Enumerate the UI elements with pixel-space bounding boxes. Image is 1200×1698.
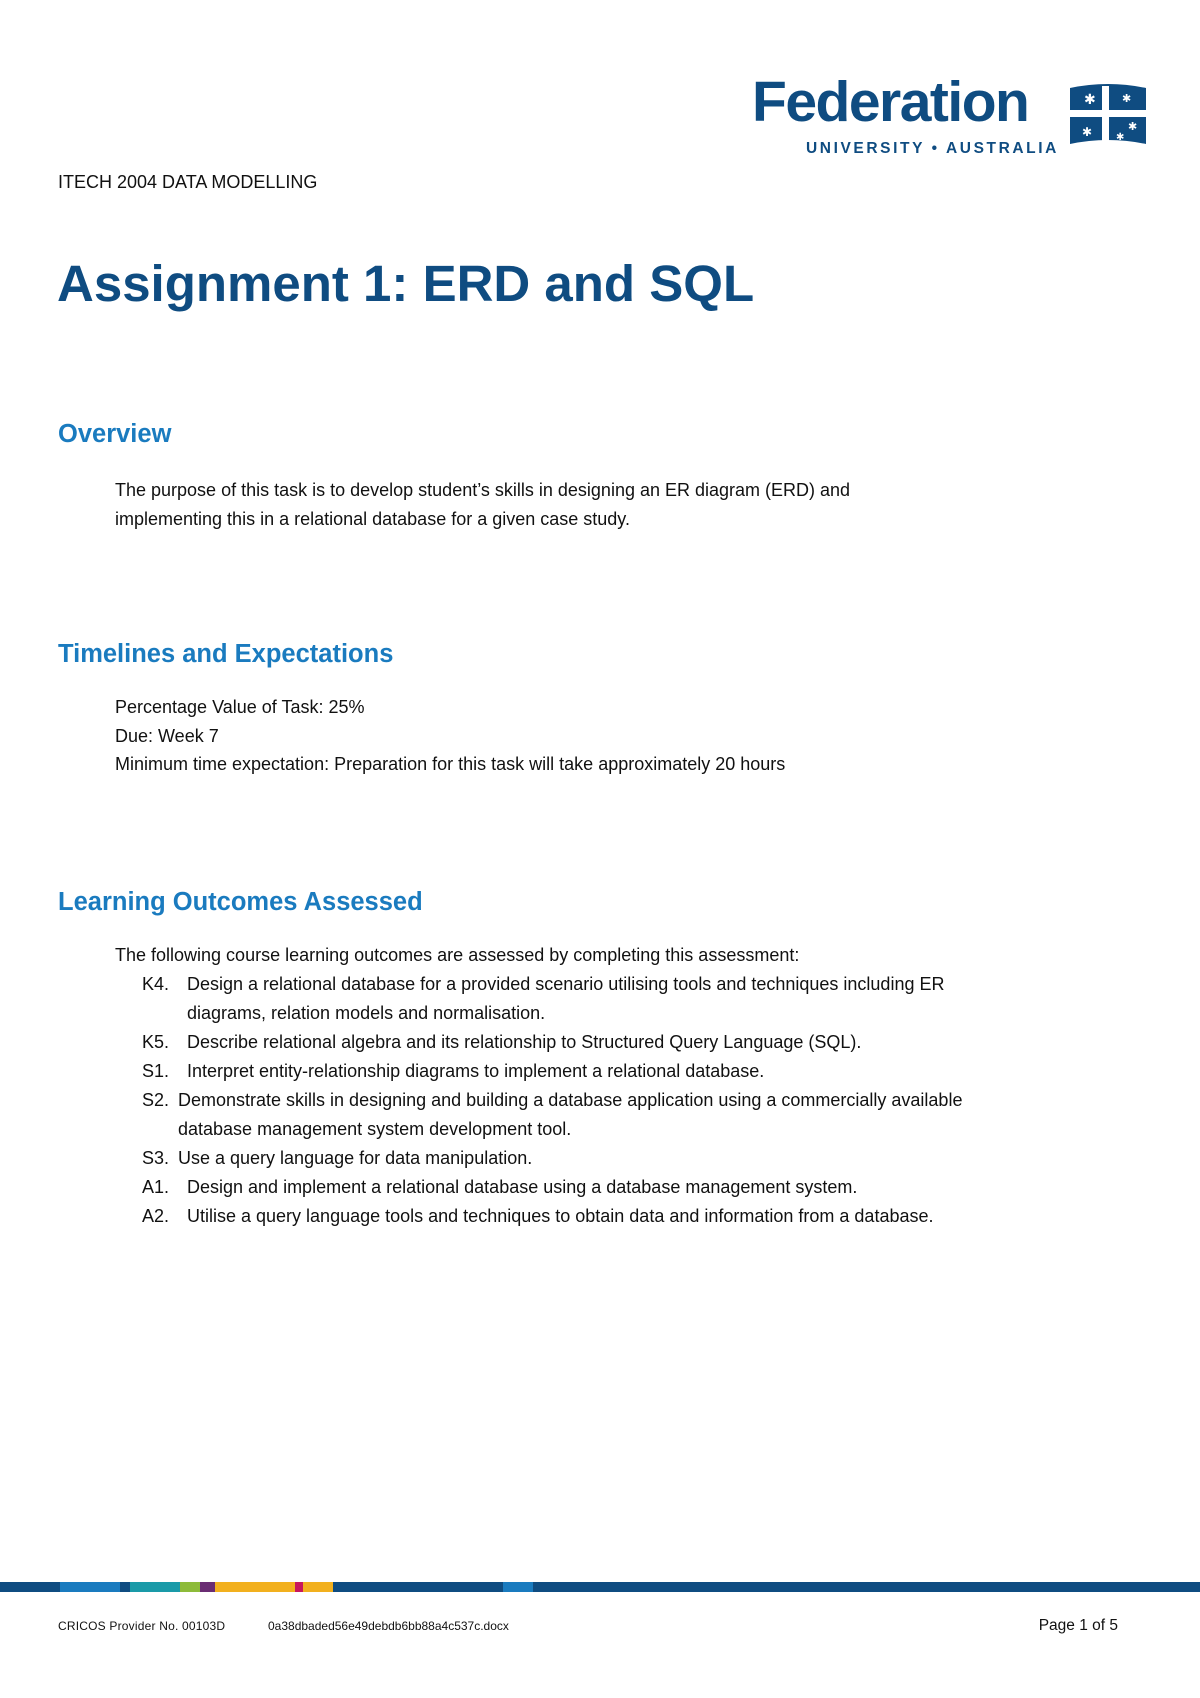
- outcomes-list: [115, 941, 1115, 1231]
- overview-body: [115, 476, 850, 533]
- percentage-value: Percentage Value of Task: 25%: [115, 697, 365, 717]
- list-item: [115, 1028, 1115, 1057]
- stripe-segment: [533, 1582, 1200, 1592]
- list-item: [115, 1202, 1115, 1231]
- stripe-segment: [503, 1582, 533, 1592]
- stripe-segment: [180, 1582, 200, 1592]
- list-item: [115, 1144, 1115, 1173]
- outcome-code: K4.: [142, 974, 170, 994]
- outcome-text: Utilise a query language tools and techniques to obtain data and information from a database.: [187, 1206, 934, 1226]
- outcome-text: Design and implement a relational database using a database management system.: [187, 1177, 858, 1197]
- timelines-heading: Timelines and Expectations: [58, 640, 394, 668]
- outcome-code: S1.: [142, 1061, 170, 1081]
- page-title: Assignment 1: ERD and SQL: [57, 255, 755, 312]
- stripe-segment: [0, 1582, 60, 1592]
- overview-line: implementing this in a relational database for a given case study.: [115, 508, 630, 529]
- list-item: [115, 1173, 1115, 1202]
- outcomes-intro: The following course learning outcomes are assessed by completing this assessment:: [115, 945, 800, 965]
- stripe-segment: [120, 1582, 130, 1592]
- list-item: [115, 1086, 1115, 1144]
- logo-subline: UNIVERSITY • AUSTRALIA: [806, 140, 1059, 157]
- outcome-code: A2.: [142, 1206, 170, 1226]
- outcome-code: S3.: [142, 1148, 170, 1168]
- outcome-text: Design a relational database for a provided scenario utilising tools and techniques including ER diagrams, relation models and normalisation.: [187, 974, 945, 1023]
- stripe-segment: [60, 1582, 120, 1592]
- outcome-text: Use a query language for data manipulation.: [178, 1148, 533, 1168]
- stripe-segment: [200, 1582, 215, 1592]
- stripe-segment: [130, 1582, 180, 1592]
- overview-heading: Overview: [58, 420, 172, 448]
- federation-university-logo: [752, 70, 1150, 160]
- list-item: [115, 1057, 1115, 1086]
- svg-text:✱: ✱: [1128, 120, 1138, 133]
- outcome-code: A1.: [142, 1177, 170, 1197]
- southern-cross-flag-icon: [1066, 82, 1150, 150]
- overview-line: The purpose of this task is to develop student’s skills in designing an ER diagram (ERD) and: [115, 480, 851, 500]
- page-number: Page 1 of 5: [1038, 1617, 1118, 1634]
- svg-text:✱: ✱: [1084, 92, 1096, 108]
- list-item: [115, 970, 1115, 1028]
- outcomes-heading: Learning Outcomes Assessed: [58, 888, 423, 916]
- file-name: 0a38dbaded56e49debdb6bb88a4c537c.docx: [268, 1619, 509, 1633]
- logo-wordmark: Federation: [752, 70, 1029, 134]
- stripe-segment: [333, 1582, 503, 1592]
- svg-text:✱: ✱: [1082, 125, 1093, 139]
- time-expectation: Minimum time expectation: Preparation for this task will take approximately 20 hours: [115, 754, 786, 774]
- svg-text:✱: ✱: [1116, 132, 1125, 143]
- stripe-segment: [295, 1582, 303, 1592]
- stripe-segment: [215, 1582, 295, 1592]
- stripe-segment: [303, 1582, 333, 1592]
- course-code: ITECH 2004 DATA MODELLING: [58, 172, 318, 192]
- cricos-provider: CRICOS Provider No. 00103D: [58, 1619, 226, 1633]
- outcome-text: Interpret entity-relationship diagrams to implement a relational database.: [187, 1061, 765, 1081]
- timelines-body: [115, 693, 785, 779]
- outcome-code: S2.: [142, 1090, 170, 1110]
- svg-text:✱: ✱: [1122, 92, 1132, 105]
- outcome-text: Describe relational algebra and its relationship to Structured Query Language (SQL).: [187, 1032, 862, 1052]
- due-date: Due: Week 7: [115, 725, 219, 746]
- footer-color-stripe: [0, 1582, 1200, 1592]
- outcome-text: Demonstrate skills in designing and building a database application using a commercially available database management system development tool.: [178, 1090, 963, 1139]
- outcome-code: K5.: [142, 1032, 170, 1052]
